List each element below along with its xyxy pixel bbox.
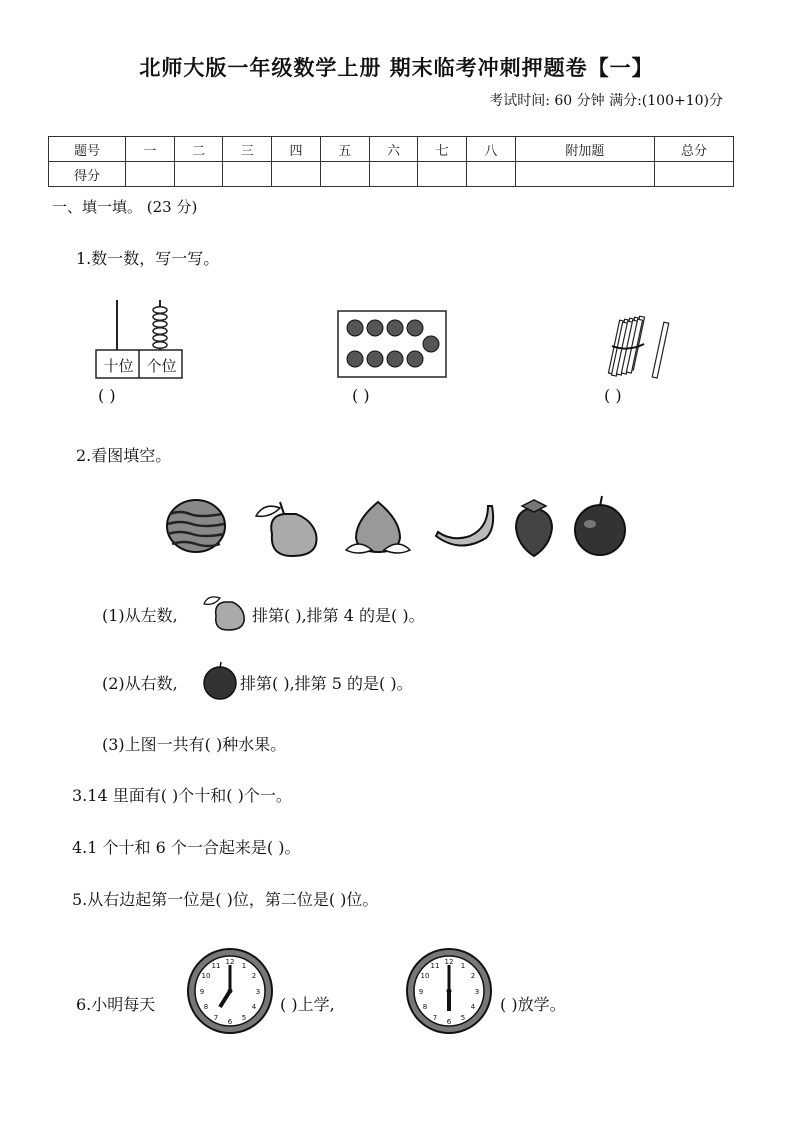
exam-info: 考试时间: 60 分钟 满分:(100+10)分 [489, 93, 723, 109]
score-cell: 四 [272, 137, 321, 162]
question-4-text: 4.1 个十和 6 个一合起来是( )。 [72, 838, 301, 857]
clock-number: 2 [470, 972, 476, 980]
score-cell: 总分 [655, 137, 734, 162]
banana-icon [436, 506, 493, 546]
clock-number: 5 [241, 1014, 247, 1022]
question-2-3-text: (3)上图一共有( )种水果。 [102, 735, 287, 754]
score-input-cell[interactable] [223, 162, 272, 187]
clock-number: 1 [241, 962, 247, 970]
score-input-cell[interactable] [369, 162, 418, 187]
clock-number: 3 [474, 988, 480, 996]
clock-icon-seven [186, 947, 274, 1035]
score-table-header-row [49, 137, 734, 162]
answer-blank[interactable]: ( ) [352, 386, 370, 405]
sticks-bundle-figure [608, 314, 672, 380]
peach-icon [346, 502, 410, 553]
question-6-leave-school: ( )放学。 [500, 995, 566, 1014]
score-cell: 一 [126, 137, 175, 162]
clock-number: 10 [201, 972, 211, 980]
score-cell: 七 [418, 137, 467, 162]
section-heading: 一、填一填。 (23 分) [52, 198, 198, 216]
watermelon-icon [167, 500, 225, 552]
clock-number: 4 [470, 1003, 476, 1011]
clock-number: 6 [446, 1018, 452, 1026]
question-2-text: 2.看图填空。 [76, 446, 172, 465]
score-cell: 题号 [49, 137, 126, 162]
fruit-row-figure [160, 494, 640, 560]
score-cell: 附加题 [515, 137, 654, 162]
dot-box-figure [337, 310, 449, 380]
clock-number: 1 [460, 962, 466, 970]
clock-number: 2 [251, 972, 257, 980]
question-2-1-text: 排第( ),排第 4 的是( )。 [252, 606, 425, 625]
strawberry-icon [516, 500, 552, 556]
page-title: 北师大版一年级数学上册 期末临考冲刺押题卷【一】 [139, 56, 654, 80]
score-cell: 八 [467, 137, 516, 162]
clock-number: 9 [199, 988, 205, 996]
score-input-cell[interactable] [272, 162, 321, 187]
clock-number: 8 [422, 1003, 428, 1011]
score-input-cell[interactable] [126, 162, 175, 187]
score-input-cell[interactable] [515, 162, 654, 187]
question-2-1-prefix: (1)从左数, [102, 606, 178, 625]
question-2-2-text: 排第( ),排第 5 的是( )。 [240, 674, 413, 693]
answer-blank[interactable]: ( ) [98, 386, 116, 405]
score-cell: 三 [223, 137, 272, 162]
question-3-text: 3.14 里面有( )个十和( )个一。 [72, 786, 292, 805]
apple-icon [575, 496, 625, 555]
question-6-goto-school: ( )上学, [280, 995, 335, 1014]
clock-number: 9 [418, 988, 424, 996]
score-input-cell[interactable] [418, 162, 467, 187]
score-cell: 五 [320, 137, 369, 162]
abacus-ones-label: 个位 [146, 357, 177, 375]
score-table-score-row [49, 162, 734, 187]
score-input-cell[interactable] [174, 162, 223, 187]
answer-blank[interactable]: ( ) [604, 386, 622, 405]
clock-number: 11 [430, 962, 440, 970]
score-cell: 得分 [49, 162, 126, 187]
clock-number: 12 [444, 958, 454, 966]
clock-number: 11 [211, 962, 221, 970]
apple-small-icon [200, 662, 240, 700]
clock-number: 7 [432, 1014, 438, 1022]
pear-small-icon [202, 592, 252, 632]
question-1-text: 1.数一数，写一写。 [76, 249, 220, 268]
pear-icon [256, 502, 317, 556]
score-input-cell[interactable] [467, 162, 516, 187]
clock-number: 6 [227, 1018, 233, 1026]
question-2-2-prefix: (2)从右数, [102, 674, 178, 693]
score-input-cell[interactable] [320, 162, 369, 187]
question-5-text: 5.从右边起第一位是( )位，第二位是( )位。 [72, 890, 379, 909]
clock-number: 7 [213, 1014, 219, 1022]
clock-number: 10 [420, 972, 430, 980]
clock-number: 5 [460, 1014, 466, 1022]
abacus-tens-label: 十位 [103, 357, 134, 375]
score-table [48, 136, 734, 187]
clock-number: 12 [225, 958, 235, 966]
question-6-prefix: 6.小明每天 [76, 995, 156, 1014]
score-input-cell[interactable] [655, 162, 734, 187]
score-cell: 六 [369, 137, 418, 162]
clock-icon-six [405, 947, 493, 1035]
score-cell: 二 [174, 137, 223, 162]
clock-number: 8 [203, 1003, 209, 1011]
clock-number: 3 [255, 988, 261, 996]
clock-number: 4 [251, 1003, 257, 1011]
